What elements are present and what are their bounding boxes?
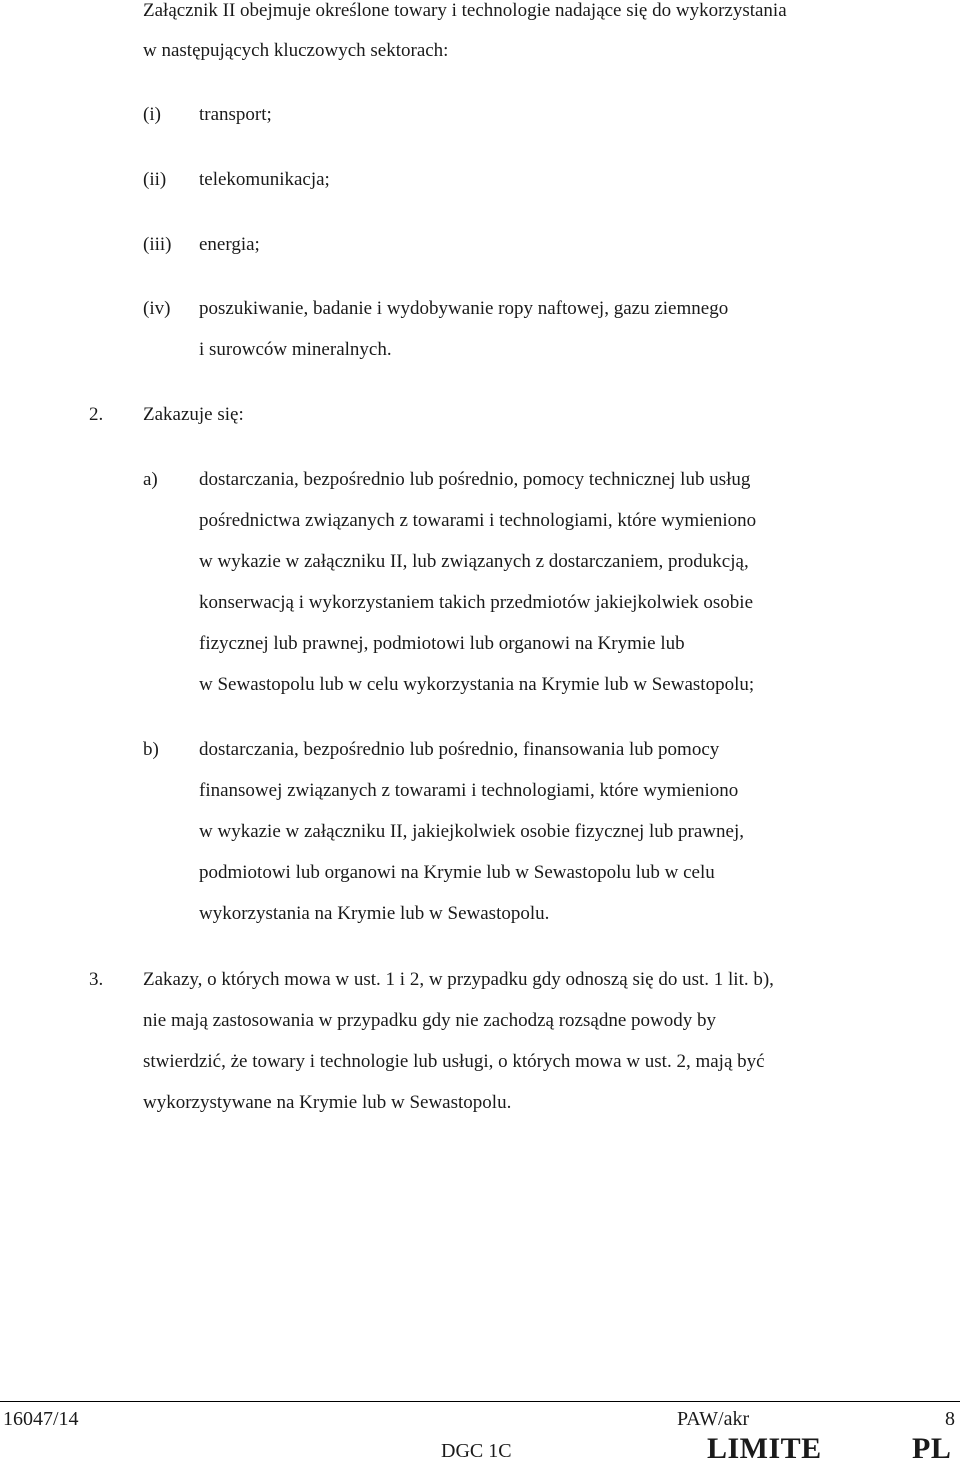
- footer-classification: LIMITE: [707, 1432, 822, 1465]
- list-item-label: (ii): [143, 169, 167, 190]
- paragraph-number: 2.: [89, 404, 104, 425]
- list-item-label: b): [143, 739, 159, 760]
- list-item-text: poszukiwanie, badanie i wydobywanie ropy naftowej, gazu ziemnego: [199, 298, 729, 319]
- footer-dg: DGC 1C: [441, 1440, 512, 1462]
- intro-line: Załącznik II obejmuje określone towary i technologie nadające się do wykorzystania: [143, 0, 787, 21]
- list-item-label: (iv): [143, 298, 171, 319]
- intro-line: w następujących kluczowych sektorach:: [143, 40, 449, 61]
- paragraph-line: stwierdzić, że towary i technologie lub usługi, o których mowa w ust. 2, mają być: [143, 1051, 765, 1072]
- list-item-text: podmiotowi lub organowi na Krymie lub w Sewastopolu lub w celu: [199, 862, 715, 883]
- list-item-text: konserwacją i wykorzystaniem takich przedmiotów jakiejkolwiek osobie: [199, 592, 754, 613]
- footer-author: PAW/akr: [677, 1408, 750, 1430]
- list-item-text: dostarczania, bezpośrednio lub pośrednio, finansowania lub pomocy: [199, 739, 720, 760]
- list-item-text: fizycznej lub prawnej, podmiotowi lub organowi na Krymie lub: [199, 633, 685, 654]
- paragraph-line: wykorzystywane na Krymie lub w Sewastopolu.: [143, 1092, 512, 1113]
- footer-page-number: 8: [945, 1408, 955, 1430]
- list-item-label: a): [143, 469, 158, 490]
- paragraph-line: Zakazy, o których mowa w ust. 1 i 2, w przypadku gdy odnoszą się do ust. 1 lit. b),: [143, 969, 774, 990]
- list-item-text: w wykazie w załączniku II, lub związanych z dostarczaniem, produkcją,: [199, 551, 749, 572]
- footer-language: PL: [912, 1432, 952, 1465]
- list-item-text: transport;: [199, 104, 272, 125]
- list-item-text: wykorzystania na Krymie lub w Sewastopolu.: [199, 903, 550, 924]
- list-item-label: (i): [143, 104, 161, 125]
- footer-divider: [0, 1401, 960, 1402]
- list-item-text: dostarczania, bezpośrednio lub pośrednio, pomocy technicznej lub usług: [199, 469, 751, 490]
- list-item-text: w Sewastopolu lub w celu wykorzystania na Krymie lub w Sewastopolu;: [199, 674, 755, 695]
- paragraph-heading: Zakazuje się:: [143, 404, 244, 425]
- list-item-text: pośrednictwa związanych z towarami i technologiami, które wymieniono: [199, 510, 757, 531]
- list-item-text: finansowej związanych z towarami i technologiami, które wymieniono: [199, 780, 739, 801]
- paragraph-number: 3.: [89, 969, 104, 990]
- paragraph-line: nie mają zastosowania w przypadku gdy nie zachodzą rozsądne powody by: [143, 1010, 716, 1031]
- list-item-text: energia;: [199, 234, 260, 255]
- list-item-label: (iii): [143, 234, 172, 255]
- list-item-text: w wykazie w załączniku II, jakiejkolwiek osobie fizycznej lub prawnej,: [199, 821, 744, 842]
- list-item-text: telekomunikacja;: [199, 169, 330, 190]
- footer-doc-number: 16047/14: [3, 1408, 79, 1430]
- list-item-text: i surowców mineralnych.: [199, 339, 392, 360]
